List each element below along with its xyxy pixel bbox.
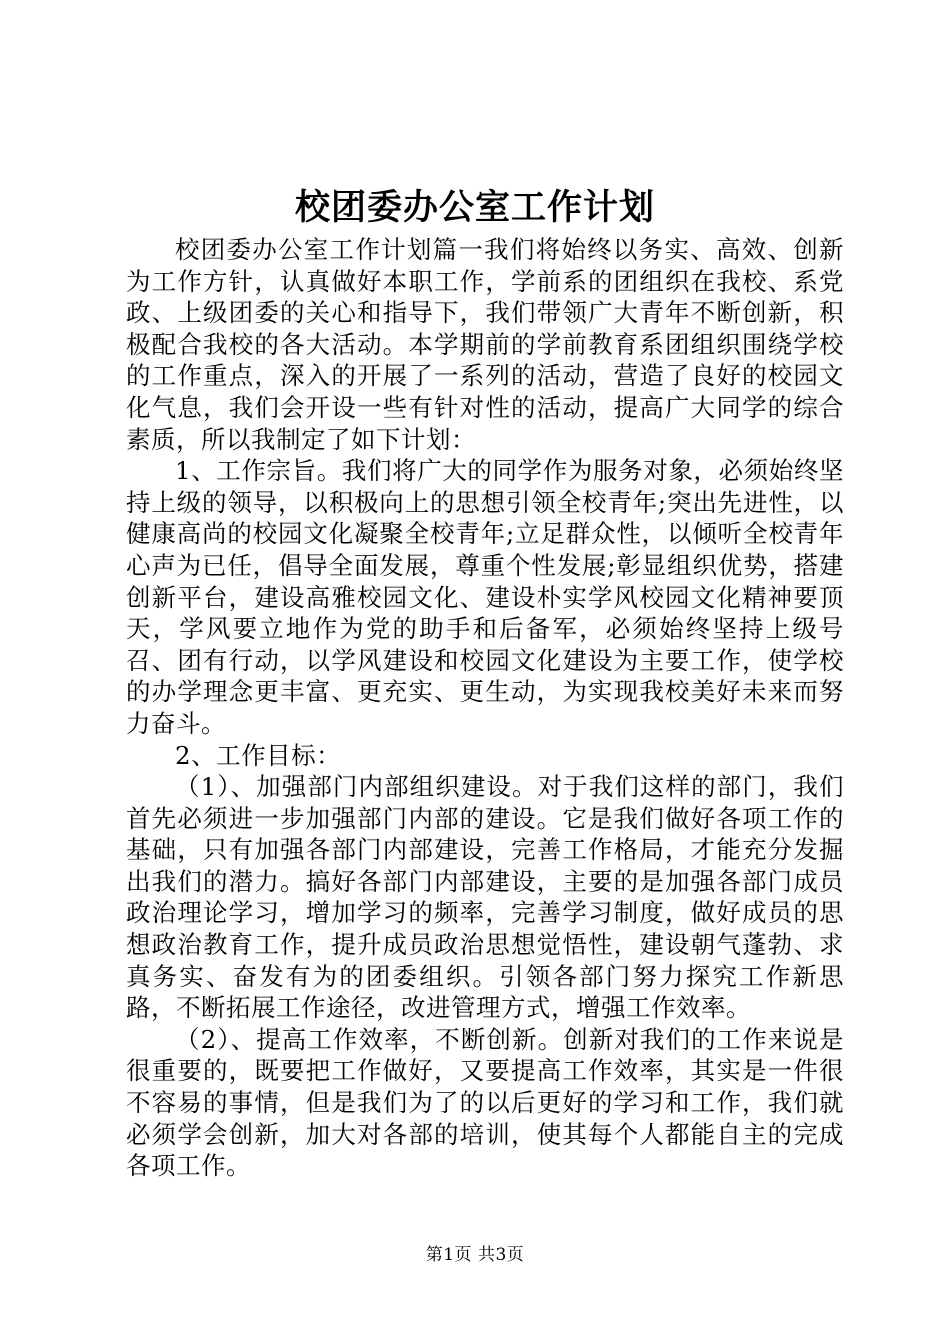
paragraph-work-goals-heading: 2、工作目标： — [175, 740, 342, 770]
document-body — [126, 234, 844, 1182]
paragraph-goal-1: （1）、加强部门内部组织建设。对于我们这样的部门，我们首先必须进一步加强部门内部的建设。它是我们做好各项工作的基础，只有加强各部门内部建设，完善工作格局，才能充分发掘出我们的潜力。搞好各部门内部建设，主要的是加强各部门成员政治理论学习，增加学习的频率，完善学习制度，做好成员的思想政治教育工作，提升成员政治思想觉悟性，建设朝气蓬勃、求真务实、奋发有为的团委组织。引领各部门努力探究工作新思路，不断拓展工作途径，改进管理方式，增强工作效率。 — [126, 772, 844, 1023]
paragraph-intro: 校团委办公室工作计划篇一我们将始终以务实、高效、创新为工作方针，认真做好本职工作，学前系的团组织在我校、系党政、上级团委的关心和指导下，我们带领广大青年不断创新，积极配合我校的各大活动。本学期前的学前教育系团组织围绕学校的工作重点，深入的开展了一系列的活动，营造了良好的校园文化气息，我们会开设一些有针对性的活动，提高广大同学的综合素质，所以我制定了如下计划： — [126, 235, 844, 454]
document-title: 校团委办公室工作计划 — [294, 187, 655, 228]
page-footer: 第1页 共3页 — [425, 1245, 525, 1265]
paragraph-work-purpose: 1、工作宗旨。我们将广大的同学作为服务对象，必须始终坚持上级的领导，以积极向上的思想引领全校青年;突出先进性，以健康高尚的校园文化凝聚全校青年;立足群众性，以倾听全校青年心声为已任，倡导全面发展，尊重个性发展;彰显组织优势，搭建创新平台，建设高雅校园文化、建设朴实学风校园文化精神要顶天，学风要立地作为党的助手和后备军，必须始终坚持上级号召、团有行动，以学风建设和校园文化建设为主要工作，使学校的办学理念更丰富、更充实、更生动，为实现我校美好未来而努力奋斗。 — [126, 456, 844, 738]
paragraph-goal-2: （2）、提高工作效率，不断创新。创新对我们的工作来说是很重要的，既要把工作做好，又要提高工作效率，其实是一件很不容易的事情，但是我们为了的以后更好的学习和工作，我们就必须学会创新，加大对各部的培训，使其每个人都能自主的完成各项工作。 — [126, 1024, 844, 1181]
